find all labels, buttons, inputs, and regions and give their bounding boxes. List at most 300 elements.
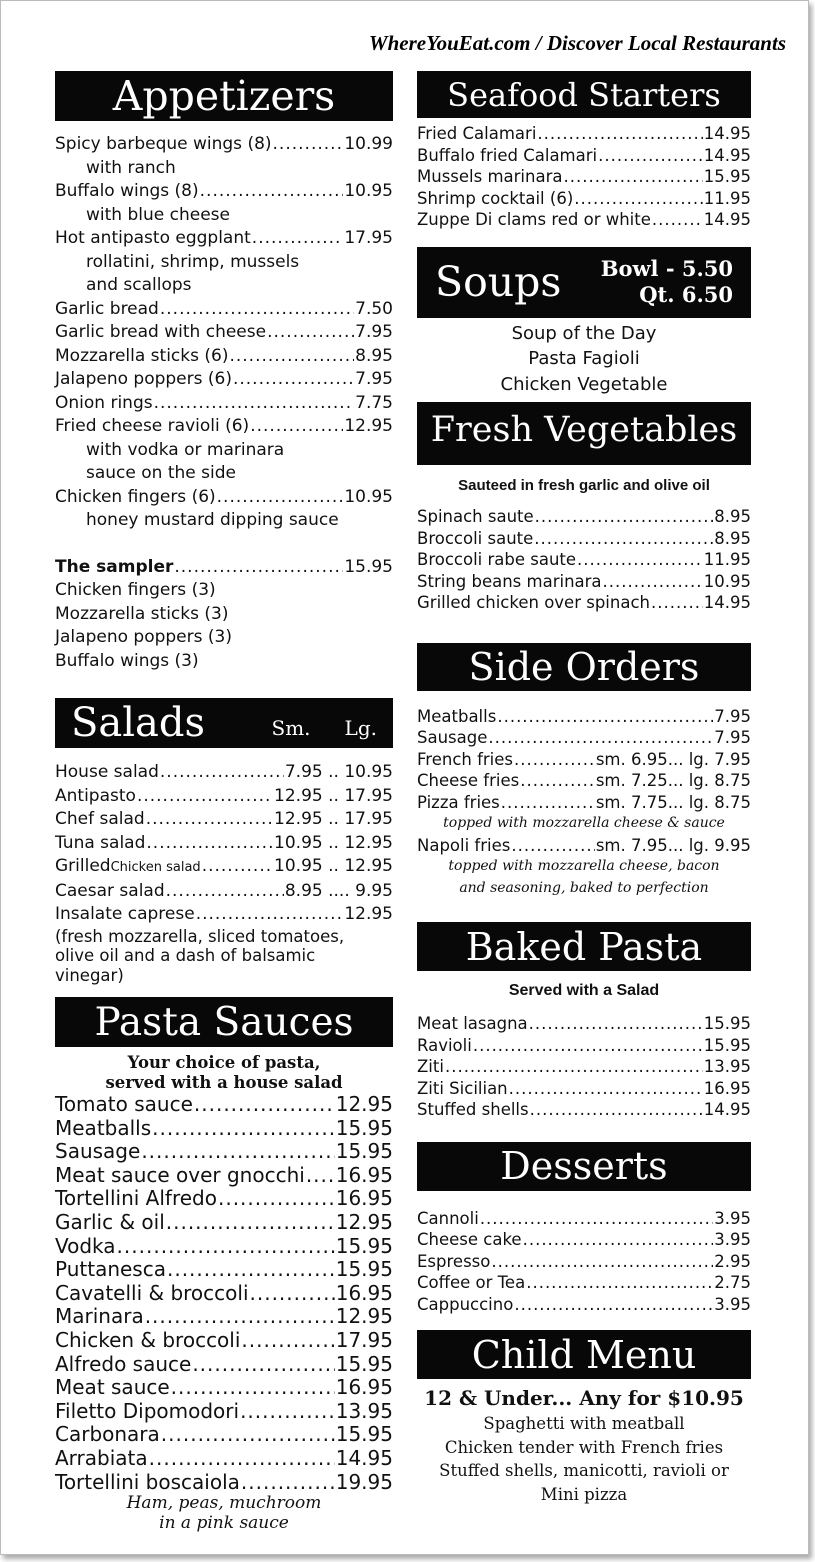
pasta-note-line: Your choice of pasta,	[127, 1053, 321, 1072]
item-price: 12.95 .. 17.95	[274, 809, 393, 829]
item-price: 15.95	[703, 167, 751, 186]
item-name: Fried cheese ravioli (6)	[55, 416, 250, 436]
soup-item: Pasta Fagioli	[528, 348, 640, 369]
menu-item-row	[417, 1035, 751, 1057]
item-name: Cannoli	[417, 1208, 479, 1228]
menu-item-row	[417, 1229, 751, 1251]
leader-dots	[520, 770, 595, 792]
child-title: Child Menu	[471, 1332, 697, 1377]
sampler-price: 15.95	[344, 556, 393, 577]
item-price: 7.95	[355, 369, 393, 389]
item-name: Caesar salad	[55, 880, 165, 901]
menu-item-row	[55, 368, 393, 392]
menu-item-row	[55, 415, 393, 439]
item-note: and seasoning, baked to perfection	[459, 879, 709, 896]
desserts-title: Desserts	[500, 1144, 668, 1188]
menu-item-row	[55, 903, 393, 927]
menu-item-row	[417, 1078, 751, 1100]
soups-header	[417, 247, 751, 318]
leader-dots	[146, 832, 273, 856]
child-header	[417, 1330, 751, 1379]
menu-item-row	[417, 749, 751, 771]
appetizers-header	[55, 71, 393, 121]
item-name: Jalapeno poppers (6)	[55, 369, 232, 389]
desserts-header	[417, 1142, 751, 1191]
item-name: Garlic & oil	[55, 1209, 165, 1234]
menu-item-row	[417, 1099, 751, 1121]
item-name: Arrabiata	[55, 1445, 148, 1470]
leader-dots	[154, 392, 355, 416]
soup-quart-price: Qt. 6.50	[639, 282, 733, 307]
item-name: Chef salad	[55, 809, 145, 829]
pasta-list	[55, 1093, 393, 1494]
desserts-list	[417, 1208, 751, 1316]
leader-dots	[233, 368, 354, 392]
leader-dots	[240, 1400, 335, 1424]
menu-item-row	[55, 832, 393, 856]
salads-title: Salads	[71, 700, 206, 746]
leader-dots	[523, 1229, 714, 1251]
pasta-footnote-line: Ham, peas, muchroom	[126, 1493, 322, 1514]
item-price: 12.95	[344, 416, 393, 436]
item-price: 14.95	[703, 593, 751, 612]
leader-dots	[171, 1376, 335, 1400]
item-name: Espresso	[417, 1251, 491, 1271]
item-description: and scallops	[86, 275, 192, 295]
pasta-sauces-title: Pasta Sauces	[94, 999, 354, 1045]
leader-dots	[217, 486, 344, 510]
sampler-line: Jalapeno poppers (3)	[55, 627, 232, 647]
leader-dots	[229, 345, 354, 369]
item-name: Antipasto	[55, 785, 136, 806]
child-item: Chicken tender with French fries	[444, 1437, 724, 1457]
leader-dots	[529, 1013, 703, 1035]
item-name: Mozzarella sticks (6)	[55, 345, 229, 366]
item-price: 7.75	[355, 392, 393, 413]
item-name: Buffalo fried Calamari	[417, 145, 598, 165]
menu-item-row	[417, 188, 751, 210]
item-price: 3.95	[714, 1208, 751, 1228]
sides-title: Side Orders	[468, 644, 700, 689]
item-price: sm. 7.95... lg. 9.95	[595, 835, 751, 855]
item-price: 15.95	[335, 1233, 393, 1258]
menu-item-row	[417, 166, 751, 188]
sampler-block	[55, 556, 393, 674]
menu-item-row	[417, 1056, 751, 1078]
item-price: 12.95	[335, 1209, 393, 1234]
item-description: honey mustard dipping sauce	[86, 510, 339, 530]
item-price: 12.95	[335, 1092, 393, 1116]
item-description: with ranch	[86, 157, 176, 178]
menu-item-row	[55, 486, 393, 510]
item-name: String beans marinara	[417, 571, 602, 591]
soup-item: Soup of the Day	[511, 322, 657, 344]
menu-item-row	[417, 528, 751, 550]
menu-item-row	[417, 571, 751, 593]
menu-item-row	[55, 1423, 393, 1447]
item-description: with blue cheese	[86, 204, 230, 225]
menu-item-row	[55, 855, 393, 880]
leader-dots	[160, 298, 354, 322]
item-name: Cheese fries	[417, 771, 520, 790]
item-name: Chicken & broccoli	[55, 1327, 241, 1352]
item-price: 2.95	[714, 1251, 751, 1271]
child-list	[417, 1412, 751, 1506]
menu-item-row	[417, 506, 751, 528]
item-price: 2.75	[714, 1273, 751, 1292]
right-column	[417, 71, 751, 1506]
item-price: 19.95	[335, 1469, 393, 1494]
item-name: Coffee or Tea	[417, 1273, 526, 1292]
leader-dots	[267, 321, 354, 345]
item-name: Grilled chicken over spinach	[417, 593, 650, 612]
item-name: Meat sauce	[55, 1375, 170, 1400]
item-price: 15.95	[335, 1139, 393, 1164]
item-name: Stuffed shells	[417, 1100, 529, 1119]
menu-item-row	[55, 227, 393, 251]
appetizers-list	[55, 133, 393, 533]
sides-header	[417, 643, 751, 691]
item-name: Tomato sauce	[55, 1092, 193, 1116]
leader-dots	[161, 1423, 335, 1447]
soups-prices	[601, 256, 733, 308]
item-price: 15.95	[335, 1115, 393, 1140]
menu-item-row	[55, 880, 393, 904]
item-name: Spicy barbeque wings (8)	[55, 134, 272, 154]
pasta-note	[55, 1053, 393, 1093]
seafood-header	[417, 71, 751, 118]
seafood-list	[417, 123, 751, 231]
menu-item-row	[55, 1235, 393, 1259]
item-name: Tuna salad	[55, 832, 146, 853]
item-price: 10.95	[703, 571, 751, 591]
leader-dots	[598, 145, 703, 167]
item-price: sm. 7.25... lg. 8.75	[595, 771, 751, 790]
item-price: 8.95	[714, 507, 751, 526]
item-name: Napoli fries	[417, 835, 511, 855]
item-price: 10.95	[344, 486, 393, 507]
leader-dots	[196, 903, 344, 927]
item-price: 12.95	[344, 904, 393, 924]
menu-item-row	[417, 123, 751, 145]
caprese-note-line: vinegar)	[55, 965, 124, 985]
item-price: 16.95	[703, 1078, 751, 1098]
item-price: 15.95	[335, 1257, 393, 1282]
leader-dots	[473, 1035, 703, 1057]
menu-item-row	[417, 706, 751, 728]
child-item: Spaghetti with meatball	[483, 1414, 685, 1433]
menu-item-row	[417, 770, 751, 792]
menu-item-row	[417, 1272, 751, 1294]
item-name: Zuppe Di clams red or white	[417, 210, 651, 229]
menu-item-row	[55, 1353, 393, 1377]
menu-item-row	[55, 1258, 393, 1282]
leader-dots	[137, 785, 273, 809]
item-name: Meat sauce over gnocchi	[55, 1162, 305, 1187]
leader-dots	[511, 835, 594, 857]
menu-item-row	[55, 1282, 393, 1306]
salads-header	[55, 698, 393, 748]
item-name: House salad	[55, 762, 159, 782]
item-price: 15.95	[703, 1014, 751, 1033]
menu-item-row	[55, 1093, 393, 1117]
sampler-line: Buffalo wings (3)	[55, 650, 199, 671]
item-price: 7.95 .. 10.95	[284, 762, 393, 782]
item-name: Sausage	[417, 728, 488, 747]
leader-dots	[200, 180, 344, 204]
item-price: 15.95	[703, 1035, 751, 1055]
item-name: Garlic bread	[55, 298, 159, 319]
menu-item-row	[55, 1329, 393, 1353]
item-name: Filetto Dipomodori	[55, 1398, 240, 1423]
child-headline: 12 & Under... Any for $10.95	[424, 1386, 744, 1410]
baked-header	[417, 922, 751, 971]
pasta-sauces-header	[55, 997, 393, 1047]
item-price: 14.95	[703, 210, 751, 229]
menu-item-row	[55, 1400, 393, 1424]
leader-dots	[146, 808, 273, 832]
caprese-note	[55, 927, 393, 986]
item-name: Shrimp cocktail (6)	[417, 188, 574, 208]
menu-item-row	[417, 1208, 751, 1230]
item-price: 12.95 .. 17.95	[274, 785, 393, 806]
item-price: 11.95	[703, 188, 751, 208]
item-description: rollatini, shrimp, mussels	[86, 251, 300, 272]
item-description: with vodka or marinara	[86, 439, 285, 460]
menu-item-row	[55, 1117, 393, 1141]
item-name: French fries	[417, 749, 514, 769]
leader-dots	[501, 792, 595, 814]
menu-item-row	[55, 392, 393, 416]
menu-item-row	[417, 1013, 751, 1035]
menu-item-row	[55, 1140, 393, 1164]
sampler-line: Mozzarella sticks (3)	[55, 603, 229, 624]
item-price: 14.95	[703, 124, 751, 143]
site-banner: WhereYouEat.com / Discover Local Restaurants	[368, 31, 786, 55]
item-name: Tortellini boscaiola	[55, 1469, 240, 1494]
item-name: Hot antipasto eggplant	[55, 228, 251, 248]
item-price: 14.95	[703, 1100, 751, 1119]
item-name: Sausage	[55, 1139, 141, 1164]
leader-dots	[250, 415, 343, 439]
sampler-lines	[55, 579, 393, 673]
item-price: 16.95	[335, 1186, 393, 1211]
caprese-note-line: olive oil and a dash of balsamic	[55, 946, 316, 965]
item-name: Mussels marinara	[417, 167, 563, 186]
leader-dots	[480, 1208, 713, 1230]
leader-dots	[651, 592, 703, 614]
item-name: Meatballs	[55, 1115, 152, 1140]
menu-item-row	[55, 1471, 393, 1495]
caprese-note-line: (fresh mozzarella, sliced tomatoes,	[55, 926, 345, 946]
leader-dots	[166, 880, 284, 904]
menu-item-row	[55, 1187, 393, 1211]
leader-dots	[241, 1329, 334, 1353]
menu-item-row	[55, 1211, 393, 1235]
item-price: 17.95	[335, 1327, 393, 1352]
leader-dots	[574, 188, 702, 210]
item-price: 8.95	[355, 345, 393, 366]
leader-dots	[603, 571, 703, 593]
leader-dots	[117, 1235, 335, 1259]
salads-sm-label: Sm.	[271, 716, 311, 740]
pasta-footnote-line: in a pink sauce	[159, 1512, 289, 1533]
vegetables-note: Sauteed in fresh garlic and olive oil	[458, 477, 710, 494]
leader-dots	[652, 209, 703, 231]
leader-dots	[509, 1078, 703, 1100]
leader-dots	[241, 1471, 335, 1495]
leader-dots	[252, 227, 344, 251]
pasta-footnote	[55, 1494, 393, 1533]
item-price: 10.95	[344, 181, 393, 201]
leader-dots	[149, 1447, 335, 1471]
item-price: 16.95	[335, 1162, 393, 1187]
item-price: 3.95	[714, 1294, 751, 1314]
leader-dots	[491, 1251, 713, 1273]
leader-dots	[535, 506, 714, 528]
leader-dots	[526, 1272, 713, 1294]
soups-title: Soups	[435, 258, 562, 306]
pasta-note-line: served with a house salad	[105, 1073, 343, 1092]
menu-item-row	[55, 808, 393, 832]
item-name: Cavatelli & broccoli	[55, 1280, 249, 1305]
leader-dots	[152, 1117, 335, 1141]
item-price: 7.95	[714, 728, 751, 747]
menu-item-row	[55, 761, 393, 785]
item-note: topped with mozzarella cheese & sauce	[443, 815, 725, 831]
item-price: 7.95	[355, 322, 393, 342]
item-name: Tortellini Alfredo	[55, 1186, 217, 1211]
vegetables-title: Fresh Vegetables	[430, 409, 738, 450]
menu-item-row	[417, 1294, 751, 1316]
salads-lg-label: Lg.	[344, 716, 377, 740]
appetizers-title: Appetizers	[112, 72, 336, 120]
item-description: sauce on the side	[86, 463, 236, 483]
leader-dots	[141, 1140, 334, 1164]
sampler-line: Chicken fingers (3)	[55, 580, 216, 600]
baked-list	[417, 1013, 751, 1121]
item-name: Chicken fingers (6)	[55, 486, 216, 507]
menu-item-row	[55, 298, 393, 322]
item-name: Ravioli	[417, 1035, 472, 1055]
salads-list	[55, 761, 393, 927]
item-price: 12.95	[335, 1304, 393, 1329]
leader-dots	[194, 1093, 335, 1117]
menu-item-row	[417, 792, 751, 814]
baked-title: Baked Pasta	[465, 924, 703, 969]
seafood-title: Seafood Starters	[447, 75, 721, 114]
item-name: Meatballs	[417, 706, 497, 726]
leader-dots	[514, 749, 595, 771]
menu-item-row	[417, 549, 751, 571]
item-name: Ziti	[417, 1057, 444, 1076]
item-price: 7.50	[355, 298, 393, 319]
menu-item-row	[55, 133, 393, 157]
menu-item-row	[417, 835, 751, 857]
leader-dots	[167, 1258, 335, 1282]
item-price: 13.95	[703, 1057, 751, 1076]
item-price: 17.95	[344, 228, 393, 248]
leader-dots	[497, 706, 713, 728]
item-name: Cappuccino	[417, 1294, 514, 1314]
vegetables-list	[417, 506, 751, 614]
leader-dots	[577, 549, 703, 571]
item-price: 14.95	[335, 1445, 393, 1470]
item-price: 7.95	[714, 706, 751, 726]
item-price: 15.95	[335, 1351, 393, 1376]
menu-item-row	[55, 1305, 393, 1329]
item-name: Puttanesca	[55, 1257, 166, 1282]
item-price: 15.95	[335, 1422, 393, 1447]
leader-dots	[306, 1164, 335, 1188]
item-name: Alfredo sauce	[55, 1351, 192, 1376]
item-name: Garlic bread with cheese	[55, 322, 267, 342]
item-name: Grilled	[55, 856, 111, 876]
leader-dots	[530, 1099, 703, 1121]
item-name: Fried Calamari	[417, 124, 537, 143]
item-price: 13.95	[335, 1398, 393, 1423]
leader-dots	[488, 727, 713, 749]
menu-item-row	[55, 1164, 393, 1188]
item-name: Pizza fries	[417, 792, 500, 812]
menu-item-row	[417, 145, 751, 167]
item-note: topped with mozzarella cheese, bacon	[448, 858, 720, 874]
soup-bowl-price: Bowl - 5.50	[600, 256, 733, 281]
leader-dots	[166, 1211, 335, 1235]
menu-item-row	[417, 209, 751, 231]
child-item: Stuffed shells, manicotti, ravioli or	[439, 1461, 729, 1480]
left-column	[55, 71, 393, 1533]
menu-item-row	[55, 1447, 393, 1471]
item-name: Buffalo wings (8)	[55, 181, 199, 201]
item-name: Cheese cake	[417, 1230, 522, 1249]
leader-dots	[537, 123, 702, 145]
item-price: 10.99	[344, 134, 393, 154]
item-name: Broccoli saute	[417, 528, 534, 548]
leader-dots	[192, 1353, 334, 1377]
item-price: sm. 7.75... lg. 8.75	[595, 792, 751, 812]
menu-item-row	[417, 592, 751, 614]
item-price: 10.95 .. 12.95	[274, 832, 393, 853]
menu-item-row	[55, 321, 393, 345]
menu-item-row	[55, 785, 393, 809]
leader-dots	[202, 855, 273, 879]
item-price: 8.95 .... 9.95	[284, 880, 393, 901]
leader-dots	[145, 1305, 335, 1329]
item-price: 16.95	[335, 1280, 393, 1305]
vegetables-header	[417, 402, 751, 465]
soup-item: Chicken Vegetable	[500, 373, 668, 395]
menu-item-row	[55, 180, 393, 204]
leader-dots	[563, 166, 702, 188]
item-price: 11.95	[703, 550, 751, 569]
item-price: 8.95	[714, 528, 751, 548]
leader-dots	[218, 1187, 335, 1211]
leader-dots	[445, 1056, 703, 1078]
sampler-name: The sampler	[55, 556, 174, 577]
menu-item-row	[55, 345, 393, 369]
item-name: Spinach saute	[417, 507, 534, 526]
leader-dots	[250, 1282, 335, 1306]
item-name: Broccoli rabe saute	[417, 550, 577, 569]
item-name: Carbonara	[55, 1422, 160, 1447]
item-price: 10.95 .. 12.95	[274, 856, 393, 876]
baked-note: Served with a Salad	[508, 982, 660, 999]
item-name: Onion rings	[55, 392, 153, 413]
leader-dots	[160, 761, 284, 785]
leader-dots	[514, 1294, 713, 1316]
item-name: Meat lasagna	[417, 1014, 528, 1033]
